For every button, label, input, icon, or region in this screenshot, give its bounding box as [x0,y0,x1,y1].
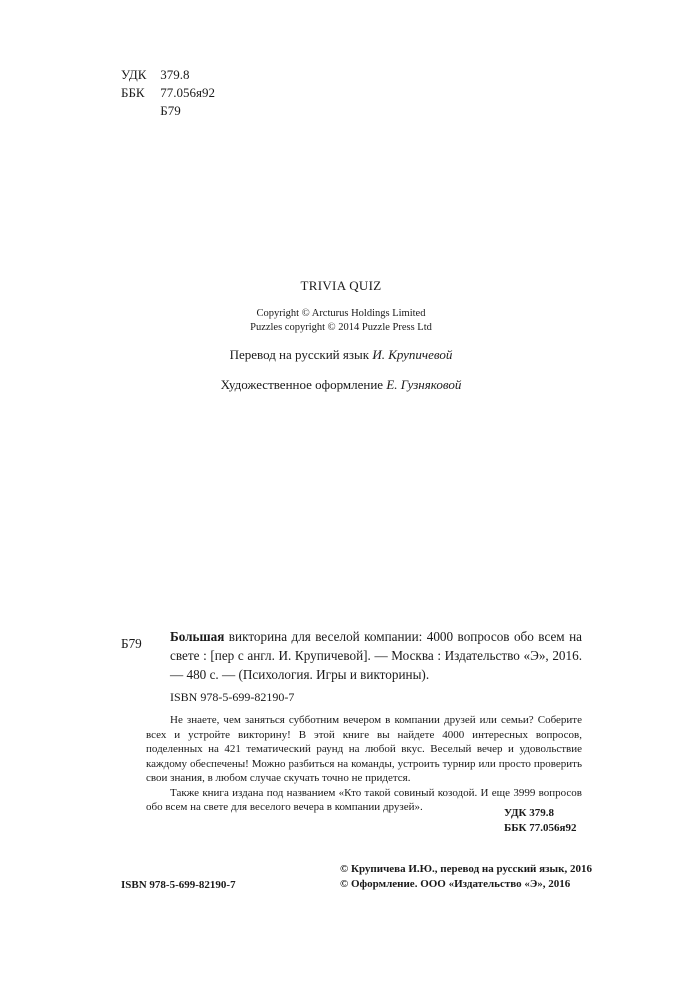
footer-isbn: ISBN 978-5-699-82190-7 [121,879,236,891]
design-credit [0,377,682,393]
annotation-paragraph-1: Не знаете, чем заняться субботним вечером в компании друзей или семьи? Соберите всех и устройте викторину! В этой книге вы найдете 4000 интересных вопросов, поделенных на 421 тематический раунд на любой вкус. Веселый вечер и удовольствие каждому обеспечены! Можно разбиться на команды, устроить турнир или просто проверить свои знания, в любом случае скучать точно не придется. [146,714,582,784]
designer-name: Е. Гузняковой [386,377,462,392]
bbk-label: ББК [121,85,145,100]
bbk-value: 77.056я92 [160,85,215,100]
udk-line [121,66,215,84]
translator-name: И. Крупичевой [372,347,453,362]
copyright-translation: © Крупичева И.Ю., перевод на русский язык, 2016 [340,863,592,875]
bibliographic-isbn: ISBN 978-5-699-82190-7 [170,690,295,704]
bibliographic-description [170,627,582,684]
udk-label: УДК [121,67,147,82]
footer-copyrights [340,862,592,892]
copyright-line-1: Copyright © Arcturus Holdings Limited [256,308,426,319]
author-mark: Б79 [160,103,181,118]
bibliographic-mark: Б79 [121,636,142,651]
udk-value: 379.8 [160,67,190,82]
bibliographic-text: викторина для веселой компании: 4000 вопросов обо всем на свете : [пер с англ. И. Крупичевой]. — Москва : Издательство «Э», 2016. — 480 с. — (Психология. Игры и викторины). [170,629,582,682]
bbk-line [121,84,215,102]
translation-credit [0,347,682,363]
copyright-design: © Оформление. ООО «Издательство «Э», 2016 [340,878,571,890]
translation-prefix: Перевод на русский язык [229,347,373,362]
original-title: TRIVIA QUIZ [300,278,382,293]
annotation-paragraph-2: Также книга издана под названием «Кто такой совиный козодой. И еще 3999 вопросов обо всем на свете для веселого вечера в компании друзей». [146,786,582,813]
copyright-line-2: Puzzles copyright © 2014 Puzzle Press Ltd [250,322,432,333]
classification-block [121,66,215,120]
book-title-bold: Большая [170,629,225,644]
bottom-udk: УДК 379.8 [504,807,555,819]
bottom-codes [504,806,576,836]
annotation [146,713,582,815]
design-prefix: Художественное оформление [220,377,387,392]
author-mark-line [121,102,215,120]
bottom-bbk: ББК 77.056я92 [504,822,577,834]
copyright-block [0,307,682,335]
